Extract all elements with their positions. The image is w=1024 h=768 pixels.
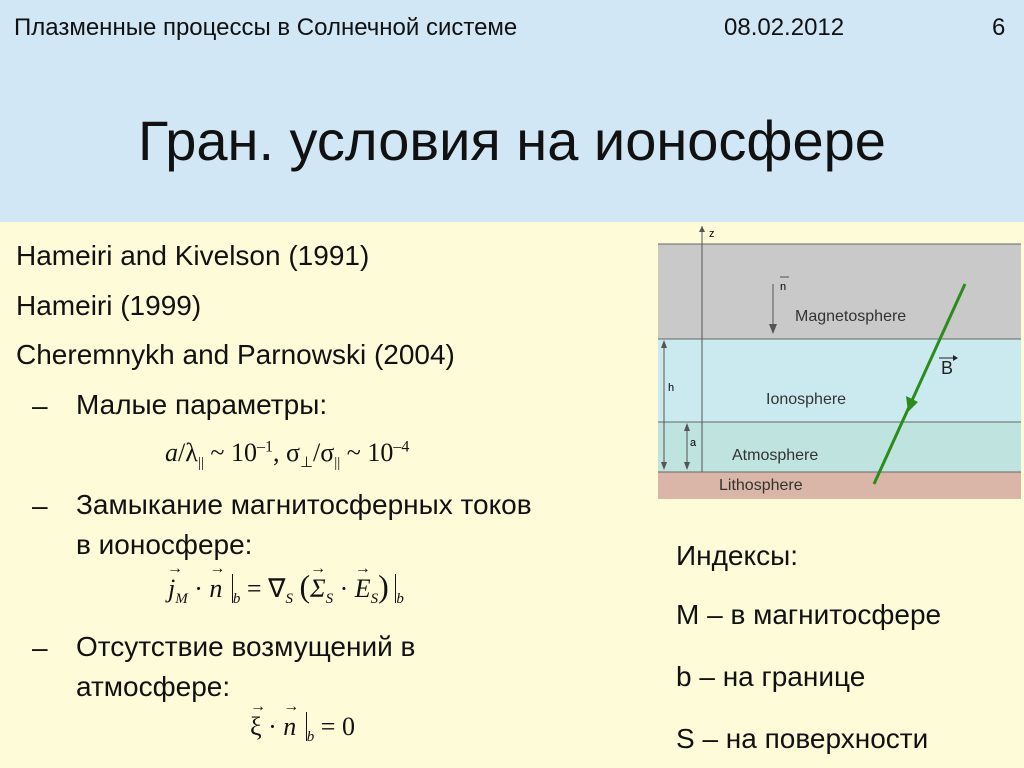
dash-bullet: – xyxy=(32,390,48,421)
reference-item: Hameiri and Kivelson (1991) xyxy=(16,240,370,271)
index-item: S – на поверхности xyxy=(676,723,929,754)
slide-number: 6 xyxy=(992,14,1006,41)
dash-bullet: – xyxy=(32,632,48,663)
layer-diagram xyxy=(655,224,1023,504)
a-label: a xyxy=(690,437,697,449)
normal-label: n xyxy=(780,281,787,293)
no-perturb-line-2: атмосфере: xyxy=(76,671,231,702)
slide-title: Гран. условия на ионосфере xyxy=(138,109,886,172)
lithosphere-label: Lithosphere xyxy=(719,477,803,494)
closure-formula: → $j_M$ · → n $_b = \nabla_S$ ( → $\Sigma_S$ · → $E_S$) $_b$ xyxy=(167,560,404,608)
no-perturb-line-1: Отсутствие возмущений в xyxy=(76,631,416,662)
reference-item: Cheremnykh and Parnowski (2004) xyxy=(16,339,455,370)
slide-date: 08.02.2012 xyxy=(724,14,845,41)
closure-line-1: Замыкание магнитосферных токов xyxy=(76,489,532,520)
index-item: M – в магнитосфере xyxy=(676,599,942,630)
course-title: Плазменные процессы в Солнечной системе xyxy=(14,14,518,41)
dash-bullet: – xyxy=(32,490,48,521)
reference-item: Hameiri (1999) xyxy=(16,290,202,321)
closure-line-2: в ионосфере: xyxy=(76,529,253,560)
ionosphere-layer xyxy=(658,339,1021,422)
indices-title: Индексы: xyxy=(676,540,798,571)
no-perturb-formula: → ξ · → n $_b$ = 0 xyxy=(250,698,355,746)
atmosphere-layer xyxy=(658,422,1021,472)
ionosphere-label: Ionosphere xyxy=(766,391,847,408)
magnetosphere-label: Magnetosphere xyxy=(795,308,907,325)
small-params-formula: $a/\lambda_{||}$ ~ $10^{-1}$, $\sigma_\perp/\sigma_{||}$ ~ $10^{-4}$ xyxy=(165,438,410,472)
z-axis-label: z xyxy=(709,228,715,240)
field-label: B xyxy=(941,358,954,378)
atmosphere-label: Atmosphere xyxy=(732,447,819,464)
lithosphere-layer xyxy=(658,472,1021,499)
small-params-label: Малые параметры: xyxy=(76,389,328,420)
h-label: h xyxy=(668,382,675,394)
index-item: b – на границе xyxy=(676,661,866,692)
